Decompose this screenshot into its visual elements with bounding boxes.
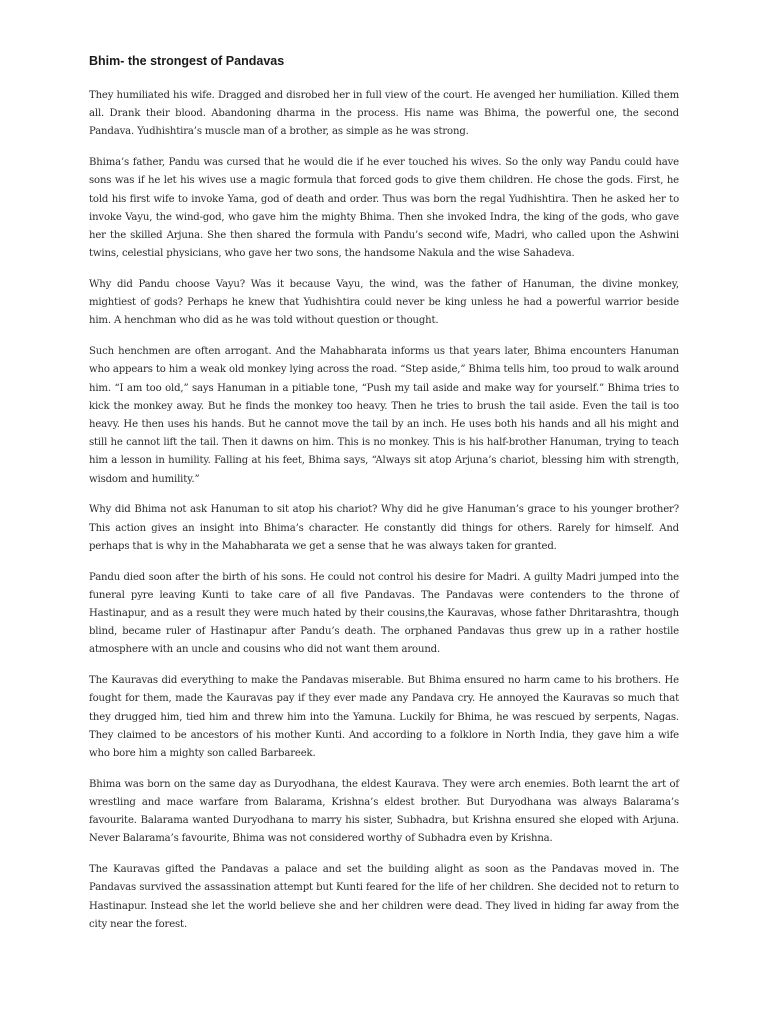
paragraph: Why did Bhima not ask Hanuman to sit atop his chariot? Why did he give Hanuman’s grace to his younger brother? This action gives an insight into Bhima’s character. He constantly did things for others. Rarely for himself. And perhaps that is why in the Mahabharata we get a sense that he was always taken for granted. bbox=[89, 504, 679, 552]
document-page bbox=[89, 52, 679, 947]
paragraph: They humiliated his wife. Dragged and disrobed her in full view of the court. He avenged her humiliation. Killed them all. Drank their blood. Abandoning dharma in the process. His name was Bhima, the powerful one, the second Pandava. Yudhishtira’s muscle man of a brother, as simple as he was strong. bbox=[89, 90, 679, 138]
paragraph: Such henchmen are often arrogant. And the Mahabharata informs us that years later, Bhima encounters Hanuman who appears to him a weak old monkey lying across the road. “Step aside,” Bhima tells him, too proud to walk around him. “I am too old,” says Hanuman in a pitiable tone, “Push my tail aside and make way for yourself.” Bhima tries to kick the monkey away. But he finds the monkey too heavy. Then he tries to brush the tail aside. Even the tail is too heavy. He then uses his hands. But he cannot move the tail by an inch. He uses both his hands and all his might and still he cannot lift the tail. Then it dawns on him. This is no monkey. This is his half-brother Hanuman, trying to teach him a lesson in humility. Falling at his feet, Bhima says, “Always sit atop Arjuna’s chariot, blessing him with strength, wisdom and humility.” bbox=[89, 346, 679, 485]
paragraph: Pandu died soon after the birth of his sons. He could not control his desire for Madri. A guilty Madri jumped into the funeral pyre leaving Kunti to take care of all five Pandavas. The Pandavas were contenders to the throne of Hastinapur, and as a result they were much hated by their cousins,the Kauravas, whose father Dhritarashtra, though blind, became ruler of Hastinapur after Pandu’s death. The orphaned Pandavas thus grew up in a rather hostile atmosphere with an uncle and cousins who did not want them around. bbox=[89, 571, 679, 656]
paragraph: The Kauravas did everything to make the Pandavas miserable. But Bhima ensured no harm came to his brothers. He fought for them, made the Kauravas pay if they ever made any Pandava cry. He annoyed the Kauravas so much that they drugged him, tied him and threw him into the Yamuna. Luckily for Bhima, he was rescued by serpents, Nagas. They claimed to be ancestors of his mother Kunti. And according to a folklore in North India, they gave him a wife who bore him a mighty son called Barbareek. bbox=[89, 675, 679, 760]
paragraph: Bhima’s father, Pandu was cursed that he would die if he ever touched his wives. So the only way Pandu could have sons was if he let his wives use a magic formula that forced gods to give them children. He chose the gods. First, he told his first wife to invoke Yama, god of death and order. Thus was born the regal Yudhishtira. Then he asked her to invoke Vayu, the wind-god, who gave him the mighty Bhima. Then she invoked Indra, the king of the gods, who gave her the skilled Arjuna. She then shared the formula with Pandu’s second wife, Madri, who called upon the Ashwini twins, celestial physicians, who gave her two sons, the handsome Nakula and the wise Sahadeva. bbox=[89, 157, 679, 260]
paragraph: Why did Pandu choose Vayu? Was it because Vayu, the wind, was the father of Hanuman, the divine monkey, mightiest of gods? Perhaps he knew that Yudhishtira could never be king unless he had a powerful warrior beside him. A henchman who did as he was told without question or thought. bbox=[89, 279, 679, 327]
paragraph: Bhima was born on the same day as Duryodhana, the eldest Kaurava. They were arch enemies. Both learnt the art of wrestling and mace warfare from Balarama, Krishna’s eldest brother. But Duryodhana was always Balarama’s favourite. Balarama wanted Duryodhana to marry his sister, Subhadra, but Krishna ensured she eloped with Arjuna. Never Balarama’s favourite, Bhima was not considered worthy of Subhadra even by Krishna. bbox=[89, 778, 679, 845]
document-title: Bhim- the strongest of Pandavas bbox=[89, 54, 285, 68]
paragraph: The Kauravas gifted the Pandavas a palace and set the building alight as soon as the Pandavas moved in. The Pandavas survived the assassination attempt but Kunti feared for the life of her children. She decided not to return to Hastinapur. Instead she let the world believe she and her children were dead. They lived in hiding far away from the city near the forest. bbox=[89, 864, 679, 930]
